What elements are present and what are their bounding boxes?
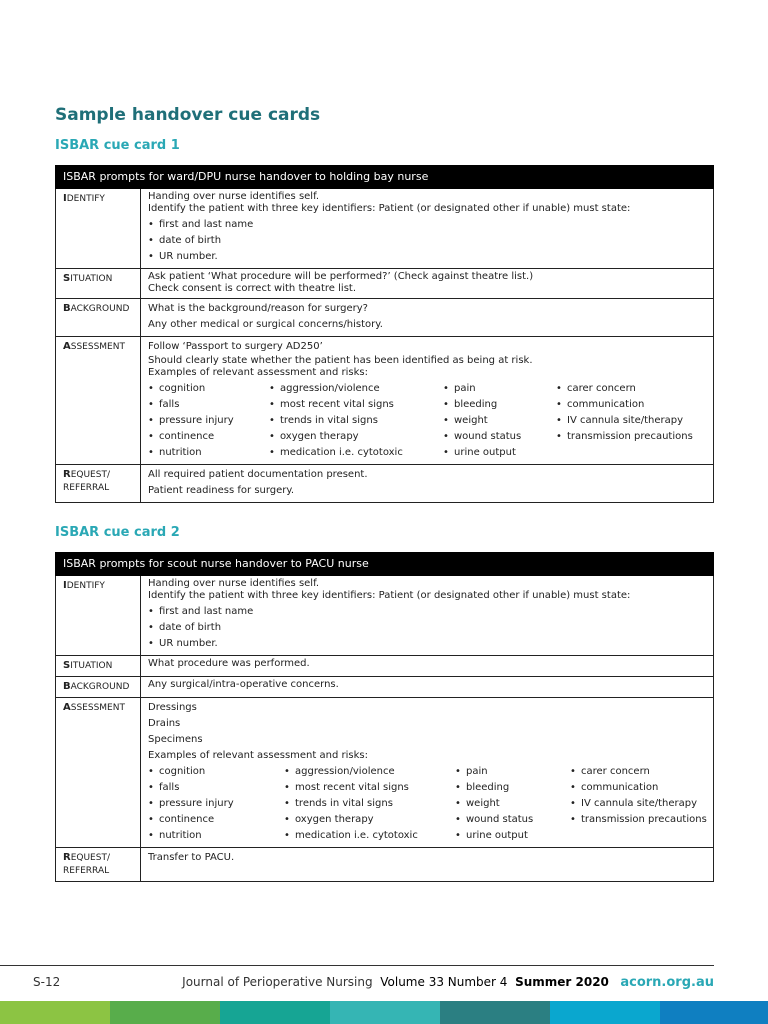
list-item: • UR number. xyxy=(148,636,707,652)
stripe-segment xyxy=(440,1001,550,1024)
list-item: • transmission precautions xyxy=(556,429,693,445)
stripe-segment xyxy=(0,1001,110,1024)
list-item: • aggression/violence xyxy=(269,381,443,397)
background-label: BACKGROUND xyxy=(56,677,141,698)
stripe-segment xyxy=(220,1001,330,1024)
request-line-2: Patient readiness for surgery. xyxy=(148,485,295,496)
list-item: • most recent vital signs xyxy=(284,780,455,796)
request-line-1: Transfer to PACU. xyxy=(148,852,235,863)
list-item: • pain xyxy=(455,764,570,780)
card-2-row-request xyxy=(56,848,714,882)
assessment-line-4: Examples of relevant assessment and risks: xyxy=(148,750,368,761)
list-item: • pain xyxy=(443,381,556,397)
list-item: • communication xyxy=(556,397,693,413)
card-1-row-request xyxy=(56,465,714,503)
assessment-risk-grid xyxy=(148,764,707,844)
identify-bullets xyxy=(148,604,707,652)
journal-season: Summer 2020 xyxy=(515,975,609,989)
stripe-segment xyxy=(660,1001,768,1024)
footer-divider xyxy=(0,965,714,966)
background-line-2: Any other medical or surgical concerns/history. xyxy=(148,319,383,330)
situation-line-2: Check consent is correct with theatre list. xyxy=(148,283,356,294)
assessment-line-3: Specimens xyxy=(148,734,203,745)
cue-card-1-table xyxy=(55,165,714,503)
list-item: • trends in vital signs xyxy=(269,413,443,429)
identify-line-1: Handing over nurse identifies self. xyxy=(148,191,320,202)
identify-label: IDENTIFY xyxy=(56,189,141,269)
request-label: REQUEST/ REFERRAL xyxy=(56,848,141,882)
list-item: • date of birth xyxy=(148,233,707,249)
list-item: • urine output xyxy=(455,828,570,844)
situation-line-1: Ask patient ‘What procedure will be performed?’ (Check against theatre list.) xyxy=(148,271,534,282)
identify-label: IDENTIFY xyxy=(56,576,141,656)
card-1-row-identify xyxy=(56,189,714,269)
cue-card-2-table xyxy=(55,552,714,882)
stripe-segment xyxy=(110,1001,220,1024)
list-item: • first and last name xyxy=(148,217,707,233)
situation-label: SITUATION xyxy=(56,656,141,677)
request-label: REQUEST/ REFERRAL xyxy=(56,465,141,503)
list-item: • bleeding xyxy=(455,780,570,796)
list-item: • nutrition xyxy=(148,828,284,844)
list-item: • wound status xyxy=(443,429,556,445)
list-item: • cognition xyxy=(148,381,269,397)
list-item: • transmission precautions xyxy=(570,812,707,828)
card-2-row-situation xyxy=(56,656,714,677)
assessment-line-1: Dressings xyxy=(148,702,197,713)
list-item: • pressure injury xyxy=(148,413,269,429)
list-item: • weight xyxy=(443,413,556,429)
card-1-row-assessment xyxy=(56,337,714,465)
list-item: • UR number. xyxy=(148,249,707,265)
list-item: • medication i.e. cytotoxic xyxy=(284,828,455,844)
journal-name: Journal of Perioperative Nursing xyxy=(182,975,373,989)
list-item: • weight xyxy=(455,796,570,812)
assessment-line-2: Should clearly state whether the patient has been identified as being at risk. xyxy=(148,355,533,366)
situation-line-1: What procedure was performed. xyxy=(148,658,310,669)
background-line-1: Any surgical/intra-operative concerns. xyxy=(148,679,339,690)
list-item: • nutrition xyxy=(148,445,269,461)
background-line-1: What is the background/reason for surgery? xyxy=(148,303,368,314)
site-link[interactable]: acorn.org.au xyxy=(620,975,714,990)
request-line-1: All required patient documentation present. xyxy=(148,469,368,480)
list-item: • carer concern xyxy=(570,764,707,780)
list-item: • continence xyxy=(148,812,284,828)
card-1-row-background xyxy=(56,299,714,337)
card-1-header: ISBAR prompts for ward/DPU nurse handover to holding bay nurse xyxy=(56,166,714,189)
stripe-segment xyxy=(550,1001,660,1024)
list-item: • bleeding xyxy=(443,397,556,413)
card-2-title: ISBAR cue card 2 xyxy=(55,525,180,540)
assessment-line-1: Follow ‘Passport to surgery AD250’ xyxy=(148,341,323,352)
list-item: • first and last name xyxy=(148,604,707,620)
page-title: Sample handover cue cards xyxy=(55,105,321,125)
list-item: • cognition xyxy=(148,764,284,780)
list-item: • oxygen therapy xyxy=(269,429,443,445)
identify-line-1: Handing over nurse identifies self. xyxy=(148,578,320,589)
list-item: • aggression/violence xyxy=(284,764,455,780)
stripe-segment xyxy=(330,1001,440,1024)
background-label: BACKGROUND xyxy=(56,299,141,337)
list-item: • date of birth xyxy=(148,620,707,636)
list-item: • pressure injury xyxy=(148,796,284,812)
journal-volume: Volume 33 Number 4 xyxy=(380,975,508,989)
card-2-row-identify xyxy=(56,576,714,656)
identify-bullets xyxy=(148,217,707,265)
identify-line-2: Identify the patient with three key identifiers: Patient (or designated other if unable) must state: xyxy=(148,203,631,214)
list-item: • trends in vital signs xyxy=(284,796,455,812)
assessment-risk-grid xyxy=(148,381,707,461)
situation-label: SITUATION xyxy=(56,269,141,299)
list-item: • falls xyxy=(148,780,284,796)
list-item: • carer concern xyxy=(556,381,693,397)
list-item: • communication xyxy=(570,780,707,796)
assessment-label: ASSESSMENT xyxy=(56,698,141,848)
list-item: • oxygen therapy xyxy=(284,812,455,828)
card-2-header: ISBAR prompts for scout nurse handover to PACU nurse xyxy=(56,553,714,576)
page-number: S-12 xyxy=(33,975,61,989)
list-item: • urine output xyxy=(443,445,556,461)
list-item: • falls xyxy=(148,397,269,413)
footer-citation xyxy=(182,975,714,990)
list-item: • most recent vital signs xyxy=(269,397,443,413)
list-item: • wound status xyxy=(455,812,570,828)
assessment-line-2: Drains xyxy=(148,718,181,729)
card-1-row-situation xyxy=(56,269,714,299)
assessment-line-3: Examples of relevant assessment and risks: xyxy=(148,367,368,378)
assessment-label: ASSESSMENT xyxy=(56,337,141,465)
card-2-row-assessment xyxy=(56,698,714,848)
list-item: • IV cannula site/therapy xyxy=(556,413,693,429)
list-item: • medication i.e. cytotoxic xyxy=(269,445,443,461)
card-2-row-background xyxy=(56,677,714,698)
card-1-title: ISBAR cue card 1 xyxy=(55,138,180,153)
list-item: • continence xyxy=(148,429,269,445)
list-item: • IV cannula site/therapy xyxy=(570,796,707,812)
identify-line-2: Identify the patient with three key identifiers: Patient (or designated other if unable) must state: xyxy=(148,590,631,601)
